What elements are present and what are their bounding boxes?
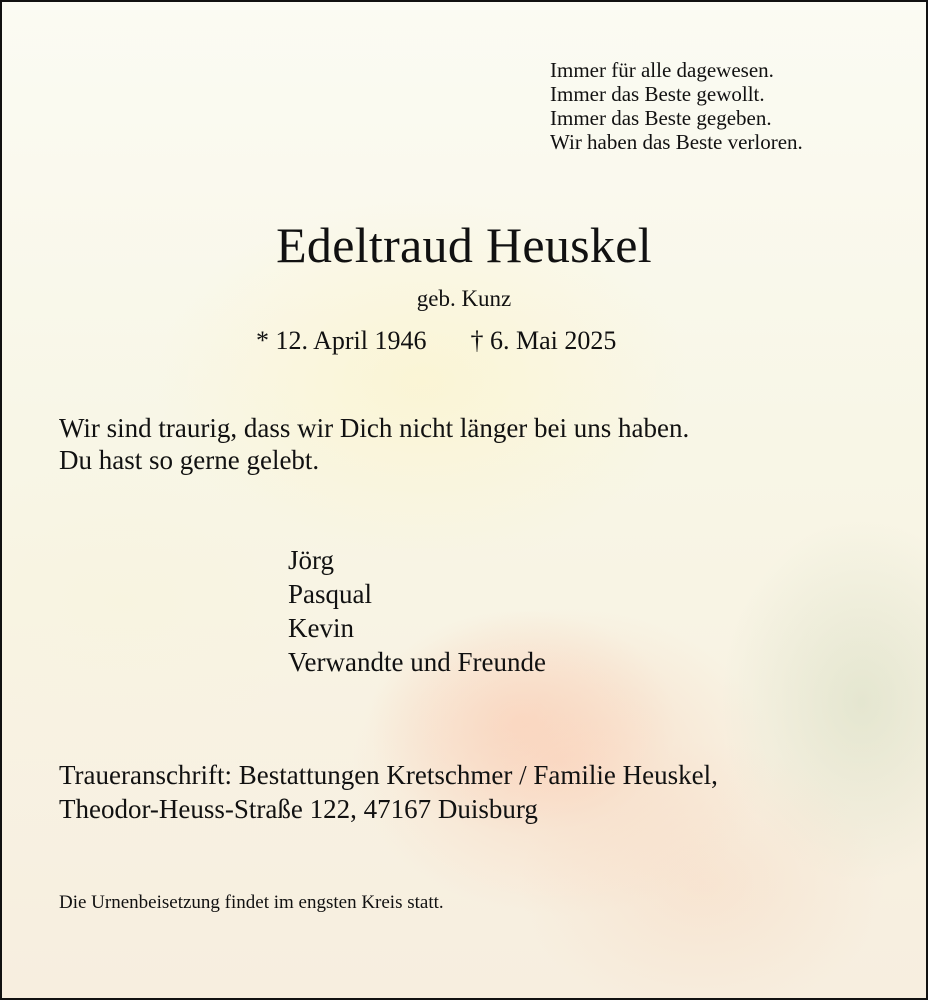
life-dates: [256, 324, 616, 358]
birth-date: * 12. April 1946: [256, 326, 427, 355]
deceased-name: Edeltraud Heuskel: [276, 217, 652, 273]
message-line: Du hast so gerne gelebt.: [59, 445, 320, 475]
burial-note: Die Urnenbeisetzung findet im engsten Kreis statt.: [59, 892, 444, 913]
memorial-quote: [550, 58, 803, 154]
quote-line: Immer für alle dagewesen.: [550, 58, 774, 82]
mourner-name: Verwandte und Freunde: [288, 647, 546, 677]
mourner-name: Jörg: [288, 545, 335, 575]
address-line: Traueranschrift: Bestattungen Kretschmer / Familie Heuskel,: [59, 760, 718, 790]
mourners-list: [288, 543, 546, 679]
condolence-message: [59, 412, 689, 476]
message-line: Wir sind traurig, dass wir Dich nicht länger bei uns haben.: [59, 413, 690, 443]
mourning-address: [59, 758, 718, 826]
quote-line: Immer das Beste gegeben.: [550, 106, 772, 130]
quote-line: Immer das Beste gewollt.: [550, 82, 765, 106]
address-line: Theodor-Heuss-Straße 122, 47167 Duisburg: [59, 794, 538, 824]
death-date: † 6. Mai 2025: [470, 326, 617, 355]
birth-name: geb. Kunz: [416, 286, 512, 311]
quote-line: Wir haben das Beste verloren.: [550, 130, 803, 154]
mourner-name: Kevin: [288, 613, 354, 643]
mourner-name: Pasqual: [288, 579, 372, 609]
